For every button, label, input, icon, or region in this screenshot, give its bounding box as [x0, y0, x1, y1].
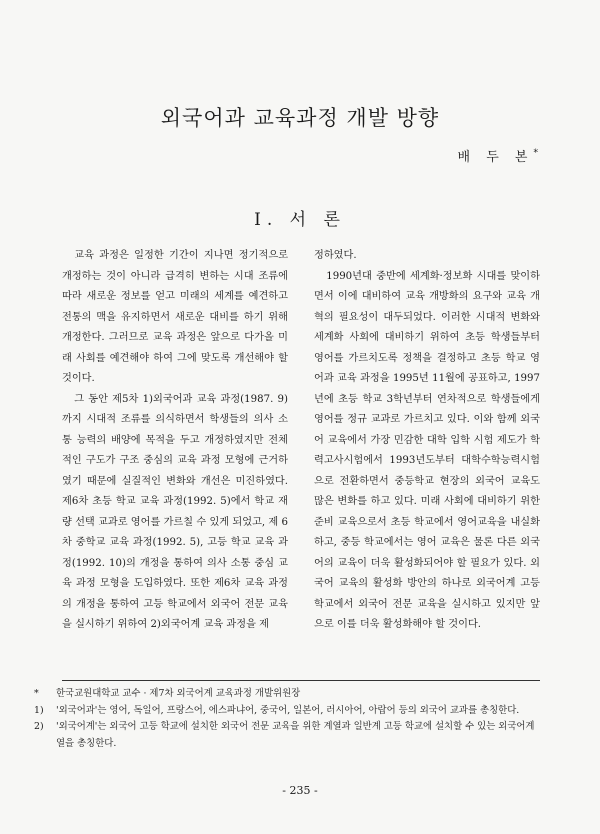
paragraph: 교육 과정은 일정한 기간이 지나면 정기적으로 개정하는 것이 아니라 급격히 변하는 시대 조류에 따라 새로운 정보를 얻고 미래의 세계를 예견하고 전통의 맥을 유지하면서 새로운 대비를 하기 위해 개정한다. 그러므로 교육 과정은 앞으로 다가올 미래 사회를 예견해야 하여 그에 맞도록 개선해야 할 것이다. — [62, 250, 288, 384]
paper-title: 외국어과 교육과정 개발 방향 — [160, 106, 440, 131]
footnote-text: 한국교원대학교 교수 · 제7차 외국어계 교육과정 개발위원장 — [56, 688, 301, 699]
section-heading: I. 서 론 — [254, 210, 346, 230]
footnote-text: '외국어과'는 영어, 독일어, 프랑스어, 에스파냐어, 중국어, 일본어, 러시아어, 아랍어 등의 외국어 교과를 총칭한다. — [56, 704, 520, 716]
footnotes — [30, 686, 540, 752]
paragraph: 그 동안 제5차 1)외국어과 교육 과정(1987. 9)까지 시대적 조류를 의식하면서 학생들의 의사 소통 능력의 배양에 목적을 두고 개정하였지만 전체적인 구도가 구조 중심의 교육 과정 모형에 근거하였기 때문에 실질적인 변화와 개선은 미진하였다. 제6차 초등 학교 교육 과정(1992. 5)에서 학교 재량 선택 교과로 영어를 가르칠 수 있게 되었고, 제 6차 중학교 교육 과정(1992. 5), 고등 학교 교육 과정(1992. 10)의 개정을 통하여 의사 소통 중심 교육 과정 모형을 도입하였다. 또한 제6차 교육 과정의 개정을 통하여 고등 학교에서 외국어 전문 교육을 실시하기 위하여 2)외국어계 교육 과정을 제 — [62, 393, 288, 630]
author-name: 배 두 본 — [457, 150, 534, 165]
author-line — [458, 146, 538, 165]
paragraph: 정하였다. — [314, 250, 357, 261]
footnote-mark: 2) — [34, 721, 44, 732]
footnote — [30, 719, 540, 752]
footnote — [30, 703, 540, 720]
footnote — [30, 686, 540, 703]
footnote-mark: 1) — [34, 704, 44, 716]
paragraph: 1990년대 중반에 세계화·정보화 시대를 맞이하면서 이에 대비하여 교육 개방화의 요구와 교육 개혁의 필요성이 대두되었다. 이러한 시대적 변화와 세계화 사회에 대비하기 위하여 초등 학생들부터 영어를 가르치도록 정책을 결정하고 초등 학교 영어과 교육 과정을 1995년 11월에 공표하고, 1997년에 초등 학교 3학년부터 연차적으로 학생들에게 영어를 정규 교과로 가르치고 있다. 이와 함께 외국어 교육에서 가장 민감한 대학 입학 시험 제도가 학력고사시험에서 1993년도부터 대학수학능력시험으로 전환하면서 중등학교 현장의 외국어 교육도 많은 변화를 하고 있다. 미래 사회에 대비하기 위한 준비 교육으로서 초등 학교에서 영어교육을 내실화하고, 중등 학교에서는 영어 교육은 물론 다른 외국어의 교육이 더욱 활성화되어야 할 필요가 있다. 외국어 교육의 활성화 방안의 하나로 외국어계 고등 학교에서 외국어 전문 교육을 실시하고 있지만 앞으로 이를 더욱 활성화해야 할 것이다. — [314, 270, 540, 630]
author-footnote-mark: * — [533, 148, 538, 159]
footnote-text: '외국어계'는 외국어 고등 학교에 설치한 외국어 전문 교육을 위한 계열과 일반계 고등 학교에 설치할 수 있는 외국어계열을 총칭한다. — [56, 721, 535, 749]
left-column — [62, 246, 288, 636]
right-column — [314, 246, 540, 636]
page-number: - 235 - — [282, 784, 318, 797]
footnote-divider — [62, 680, 540, 681]
footnote-mark: * — [34, 688, 39, 699]
